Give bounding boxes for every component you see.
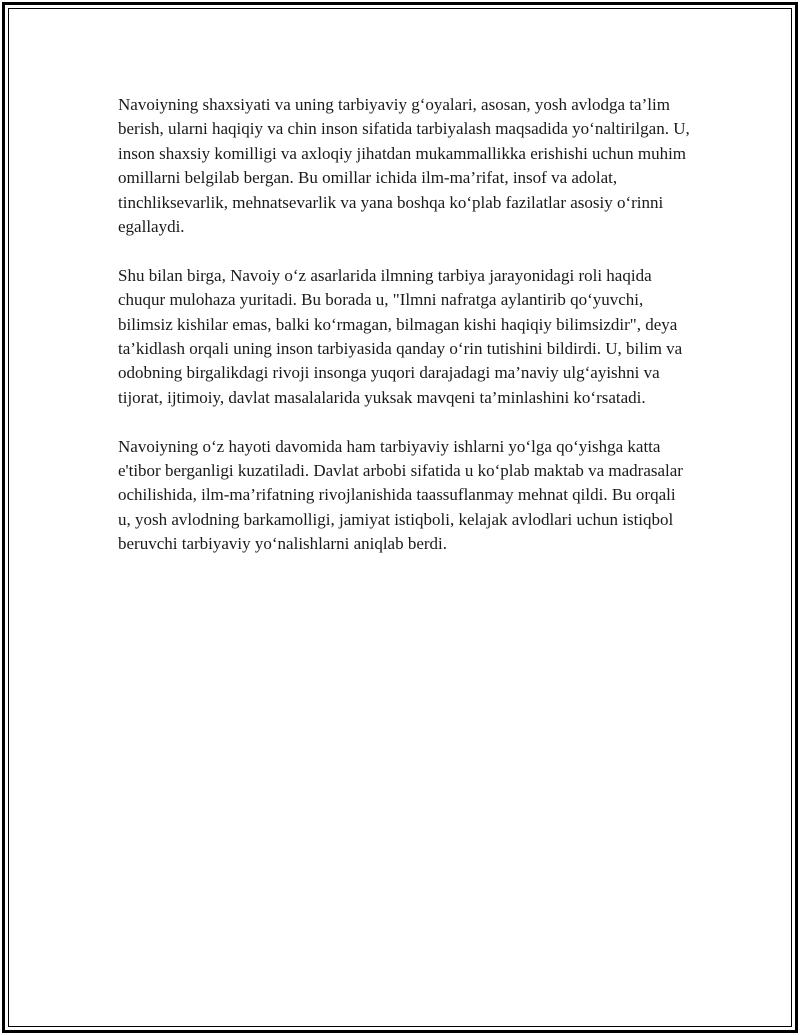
- paragraph-2: Shu bilan birga, Navoiy o‘z asarlarida ilmning tarbiya jarayonidagi roli haqida chuqur mulohaza yuritadi. Bu borada u, "Ilmni nafratga aylantirib qo‘yuvchi, bilimsiz kishilar emas, balki ko‘rmagan, bilmagan kishi haqiqiy bilimsizdir", deya ta’kidlash orqali uning inson tarbiyasida qanday o‘rin tutishini bildirdi. U, bilim va odobning birgalikdagi rivoji insonga yuqori darajadagi ma’naviy ulg‘ayishni va tijorat, ijtimoiy, davlat masalalarida yuksak mavqeni ta’minlashini ko‘rsatadi.: [118, 265, 683, 407]
- paragraph-1: Navoiyning shaxsiyati va uning tarbiyaviy g‘oyalari, asosan, yosh avlodga ta’lim berish, ularni haqiqiy va chin inson sifatida tarbiyalash maqsadida yo‘naltirilgan. U, inson shaxsiy komilligi va axloqiy jihatdan mukammallikka erishishi uchun muhim omillarni belgilab bergan. Bu omillar ichida ilm-ma’rifat, insof va adolat, tinchliksevarlik, mehnatsevarlik va yana boshqa ko‘plab fazilatlar asosiy o‘rinni egallaydi.: [118, 95, 690, 237]
- paragraph-3: Navoiyning o‘z hayoti davomida ham tarbiyaviy ishlarni yo‘lga qo‘yishga katta e'tibor berganligi kuzatiladi. Davlat arbobi sifatida u ko‘plab maktab va madrasalar ochilishida, ilm-ma’rifatning rivojlanishida taassuflanmay mehnat qildi. Bu orqali u, yosh avlodning barkamolligi, jamiyat istiqboli, kelajak avlodlari uchun istiqbol beruvchi tarbiyaviy yo‘nalishlarni aniqlab berdi.: [118, 436, 683, 554]
- document-body: [118, 93, 690, 581]
